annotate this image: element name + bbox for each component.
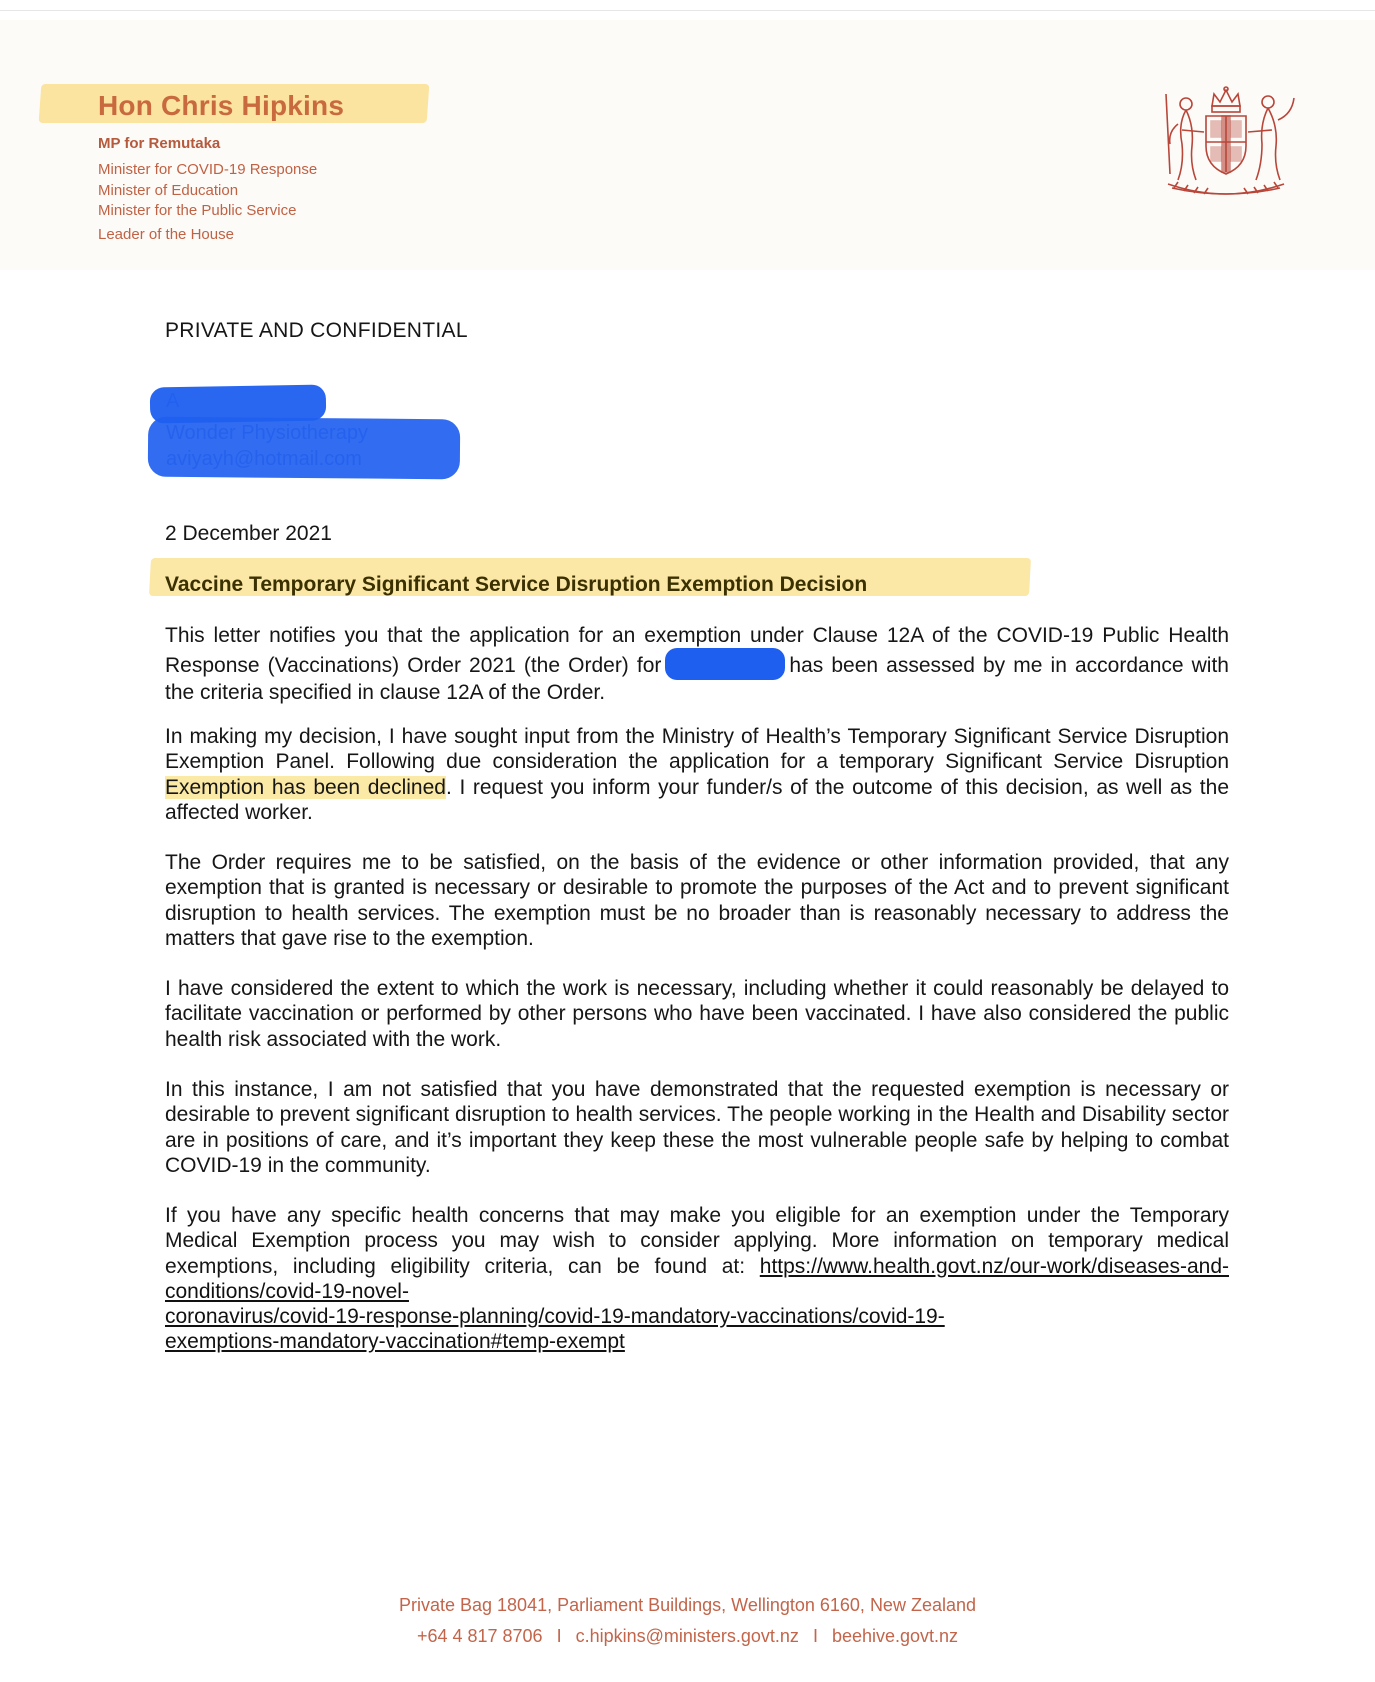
declined-highlight: Exemption has been declined (165, 775, 446, 799)
mp-electorate: MP for Remutaka (98, 135, 221, 152)
paragraph-decision (165, 724, 1229, 825)
redaction-mark (148, 417, 461, 480)
paragraph-text: . I request you inform your funder/s of the outcome of this decision, as well as the affected worker. (165, 775, 1229, 824)
footer-website: beehive.govt.nz (831, 1626, 959, 1646)
paragraph-text: has been assessed by me in accordance with the criteria specified in clause 12A of the Order. (165, 654, 1229, 705)
footer-email: c.hipkins@ministers.govt.nz (575, 1626, 799, 1646)
paragraph-medical-exemption (165, 1203, 1229, 1355)
leader-of-house: Leader of the House (98, 226, 234, 243)
new-zealand-coat-of-arms-icon (1148, 84, 1304, 204)
paragraph-text: In making my decision, I have sought input from the Ministry of Health’s Temporary Significant Service Disruption Exemption Panel. Following due consideration the application for a temporary Significant Service Disruption (165, 725, 1229, 774)
redaction-mark (665, 648, 785, 680)
letter-subject: Vaccine Temporary Significant Service Disruption Exemption Decision (165, 573, 868, 596)
page-top-rule (0, 10, 1375, 11)
paragraph-notification (165, 623, 1229, 706)
paragraph-text: This letter notifies you that the application for an exemption under Clause 12A of the COVID-19 Public Health Response (Vaccinations) Order 2021 (the Order) for (165, 624, 1229, 678)
confidentiality-notice: PRIVATE AND CONFIDENTIAL (165, 319, 468, 342)
portfolio-item: Minister of Education (98, 181, 239, 199)
footer-contacts (0, 1626, 1375, 1647)
paragraph-not-satisfied: In this instance, I am not satisfied that you have demonstrated that the requested exemption is necessary or desirable to prevent significant disruption to health services. The people working in the Health and Disability sector are in positions of care, and it’s important they keep these the most vulnerable people safe by helping to combat COVID-19 in the community. (165, 1078, 1229, 1177)
minister-name: Hon Chris Hipkins (98, 90, 345, 121)
footer-address: Private Bag 18041, Parliament Buildings, Wellington 6160, New Zealand (398, 1595, 976, 1615)
paragraph-considerations: I have considered the extent to which the work is necessary, including whether it could reasonably be delayed to facilitate vaccination or performed by other persons who have been vaccinated. I have also considered the public health risk associated with the work. (165, 977, 1229, 1051)
paragraph-text: If you have any specific health concerns that may make you eligible for an exemption under the Temporary Medical Exemption process you may wish to consider applying. More information on temporary medical exemptions, including eligibility criteria, can be found at: (165, 1204, 1229, 1278)
portfolio-list (98, 160, 317, 222)
portfolio-item: Minister for COVID-19 Response (98, 161, 318, 178)
letter-date: 2 December 2021 (165, 522, 332, 545)
footer-separator: I (812, 1626, 818, 1646)
exemption-info-link[interactable]: https://www.health.govt.nz/our-work/diseases-and-conditions/covid-19-novel- coronavirus/covid-19-response-planning/covid-19-mandatory-vaccinations/covid-19- exemptions-mandatory-vaccination#temp-exempt (165, 1254, 1229, 1354)
footer-separator: I (556, 1626, 562, 1646)
footer-phone: +64 4 817 8706 (416, 1626, 543, 1646)
paragraph-requirements: The Order requires me to be satisfied, on the basis of the evidence or other information provided, that any exemption that is granted is necessary or desirable to promote the purposes of the Act and to prevent significant disruption to health services. The exemption must be no broader than is reasonably necessary to address the matters that gave rise to the exemption. (165, 851, 1229, 950)
portfolio-item: Minister for the Public Service (98, 202, 297, 219)
